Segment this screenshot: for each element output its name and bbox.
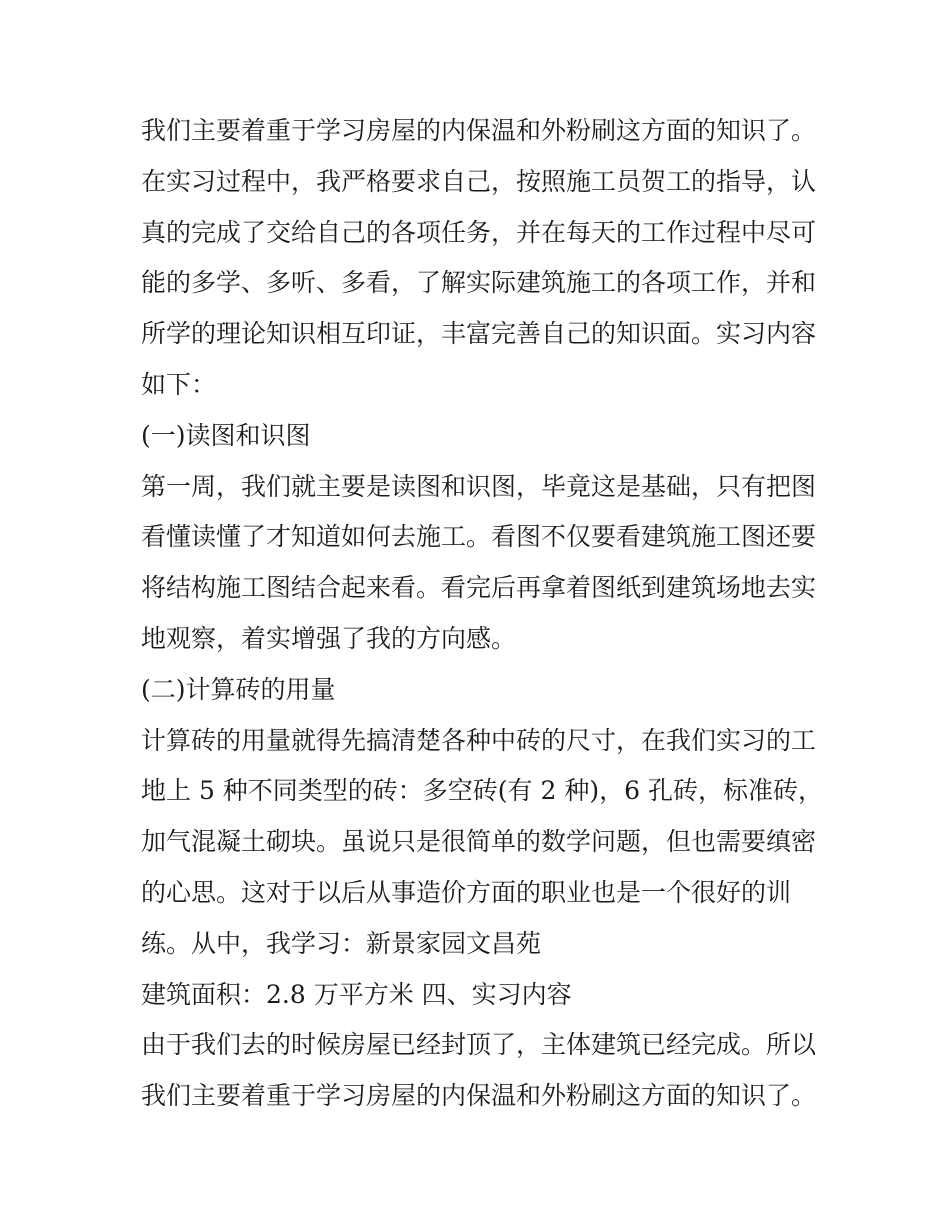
- text-line: 如下：: [141, 369, 217, 399]
- text-line: 所学的理论知识相互印证，丰富完善自己的知识面。实习内容: [141, 319, 817, 349]
- text-line: 看懂读懂了才知道如何去施工。看图不仅要看建筑施工图还要: [141, 522, 817, 552]
- text-line: 真的完成了交给自己的各项任务，并在每天的工作过程中尽可: [141, 217, 817, 247]
- text-line: 的心思。这对于以后从事造价方面的职业也是一个很好的训: [141, 877, 792, 907]
- text-line: 计算砖的用量就得先搞清楚各种中砖的尺寸，在我们实习的工: [141, 725, 817, 755]
- text-line: 在实习过程中，我严格要求自己，按照施工员贺工的指导，认: [141, 166, 817, 196]
- text-line: 加气混凝土砌块。虽说只是很简单的数学问题，但也需要缜密: [141, 827, 817, 857]
- text-line: 将结构施工图结合起来看。看完后再拿着图纸到建筑场地去实: [141, 573, 817, 603]
- text-line: 能的多学、多听、多看，了解实际建筑施工的各项工作，并和: [141, 268, 817, 298]
- text-line: 地上 5 种不同类型的砖：多空砖(有 2 种)，6 孔砖，标准砖，: [141, 776, 823, 806]
- text-line: 练。从中，我学习：新景家园文昌苑: [141, 928, 542, 958]
- text-line: 由于我们去的时候房屋已经封顶了，主体建筑已经完成。所以: [141, 1030, 817, 1060]
- text-line: 我们主要着重于学习房屋的内保温和外粉刷这方面的知识了。: [141, 116, 817, 145]
- text-line: 建筑面积：2.8 万平方米 四、实习内容: [141, 979, 572, 1009]
- section-heading: (二)计算砖的用量: [141, 674, 336, 704]
- text-line: 地观察，着实增强了我的方向感。: [141, 623, 517, 653]
- document-body: [141, 106, 821, 1122]
- text-line: 第一周，我们就主要是读图和识图，毕竟这是基础，只有把图: [141, 471, 817, 501]
- text-line: 我们主要着重于学习房屋的内保温和外粉刷这方面的知识了。: [141, 1081, 817, 1111]
- section-heading: (一)读图和识图: [141, 420, 311, 450]
